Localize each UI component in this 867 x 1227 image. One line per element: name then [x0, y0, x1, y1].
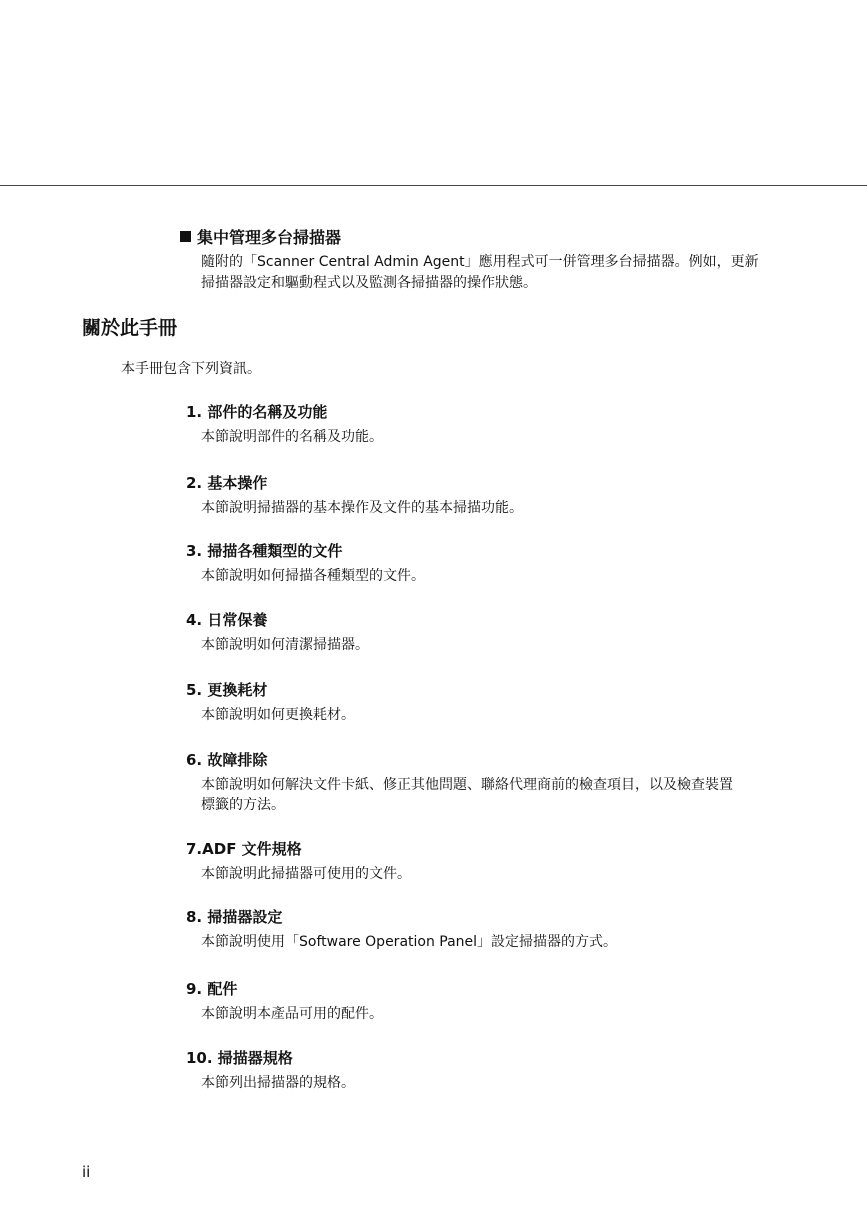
feature-title: 集中管理多台掃描器 — [197, 228, 342, 247]
list-item — [186, 749, 746, 815]
item-description: 本節說明使用「Software Operation Panel」設定掃描器的方式。 — [201, 934, 618, 950]
item-title: 6. 故障排除 — [186, 751, 268, 769]
list-item — [186, 838, 746, 884]
item-description: 本節說明掃描器的基本操作及文件的基本掃描功能。 — [201, 500, 523, 516]
section-intro: 本手冊包含下列資訊。 — [121, 361, 261, 377]
square-bullet-icon — [180, 231, 191, 242]
item-description: 本節說明如何清潔掃描器。 — [201, 637, 369, 653]
list-item — [186, 609, 746, 655]
item-description: 本節說明如何更換耗材。 — [201, 707, 355, 723]
list-item — [186, 472, 746, 518]
feature-description: 隨附的「Scanner Central Admin Agent」應用程式可一併管理多台掃描器。例如，更新掃描器設定和驅動程式以及監測各掃描器的操作狀態。 — [201, 254, 759, 291]
item-description: 本節列出掃描器的規格。 — [201, 1075, 355, 1091]
section-title: 關於此手冊 — [82, 317, 178, 339]
item-title: 1. 部件的名稱及功能 — [186, 403, 328, 421]
item-description: 本節說明部件的名稱及功能。 — [201, 429, 383, 445]
feature-heading — [180, 225, 341, 248]
item-title: 5. 更換耗材 — [186, 681, 268, 699]
item-title: 2. 基本操作 — [186, 474, 268, 492]
item-description: 本節說明本產品可用的配件。 — [201, 1006, 383, 1022]
item-title: 4. 日常保養 — [186, 611, 268, 629]
list-item — [186, 1047, 746, 1093]
list-item — [186, 540, 746, 586]
list-item — [186, 978, 746, 1024]
header-rule — [0, 185, 867, 186]
item-description: 本節說明如何解決文件卡紙、修正其他問題、聯絡代理商前的檢查項目，以及檢查裝置標籤的方法。 — [201, 777, 733, 813]
item-description: 本節說明此掃描器可使用的文件。 — [201, 866, 411, 882]
item-title: 3. 掃描各種類型的文件 — [186, 542, 343, 560]
item-title: 8. 掃描器設定 — [186, 908, 283, 926]
item-title: 10. 掃描器規格 — [186, 1049, 293, 1067]
item-description: 本節說明如何掃描各種類型的文件。 — [201, 568, 425, 584]
list-item — [186, 401, 746, 447]
list-item — [186, 906, 746, 952]
page-number: ii — [82, 1163, 91, 1181]
item-title: 9. 配件 — [186, 980, 238, 998]
item-title: 7.ADF 文件規格 — [186, 840, 302, 858]
list-item — [186, 679, 746, 725]
